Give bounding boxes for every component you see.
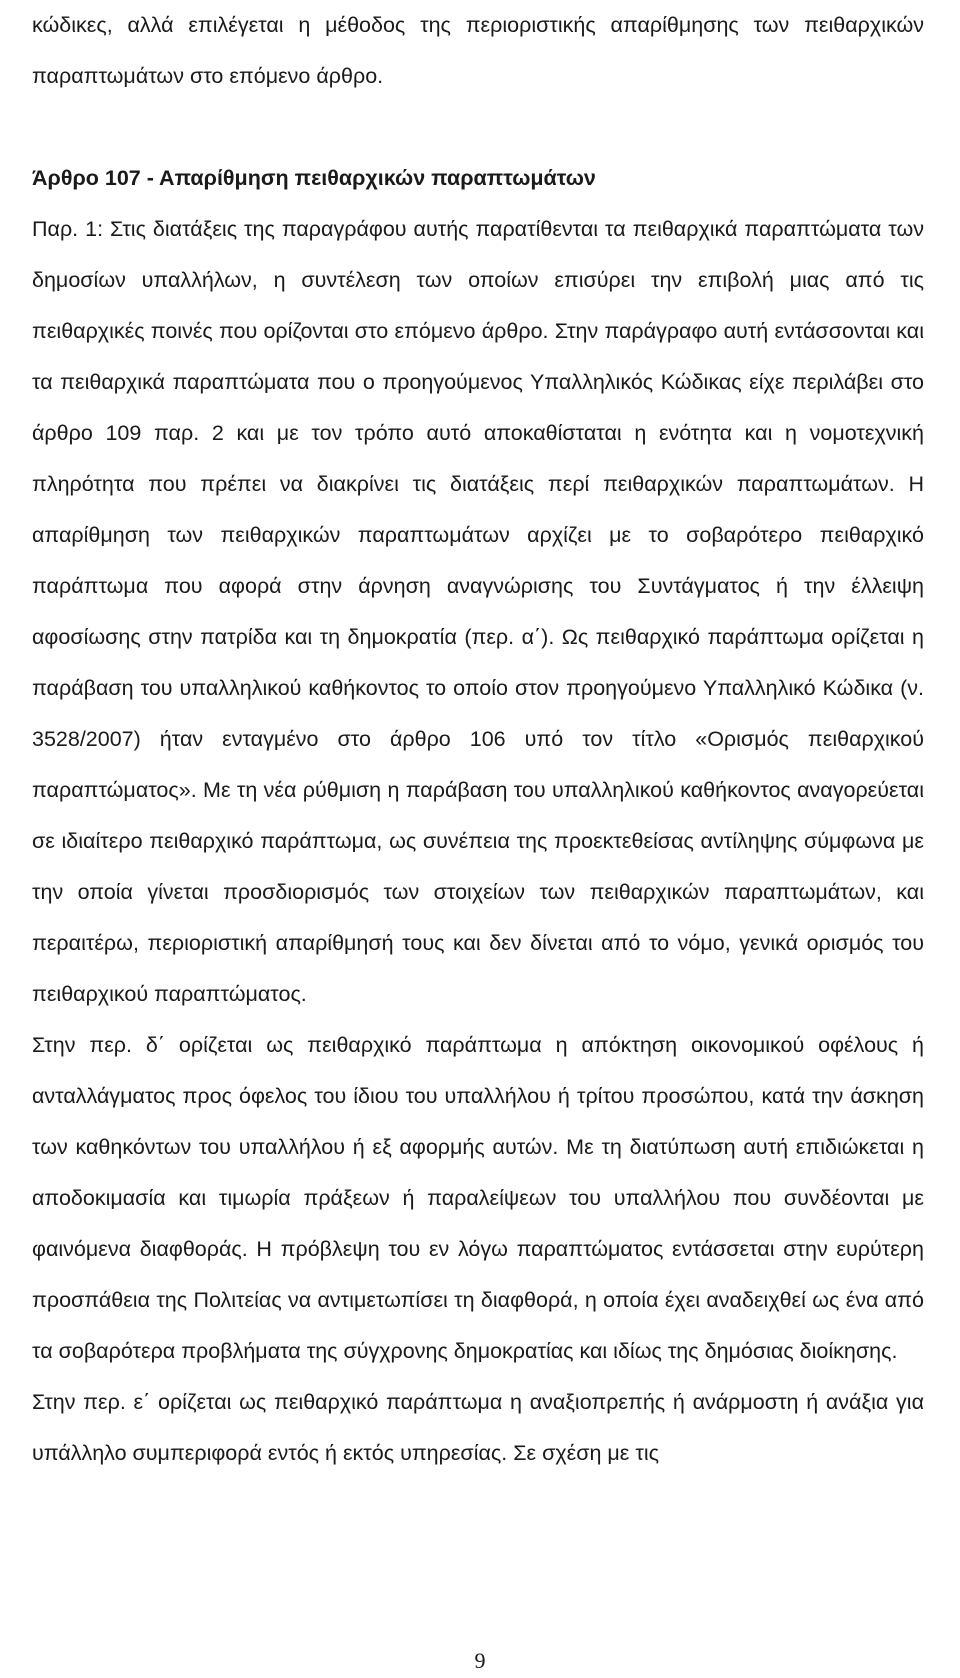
paragraph-2: Στην περ. δ΄ ορίζεται ως πειθαρχικό παράπτωμα η απόκτηση οικονομικού οφέλους ή ανταλλάγματος προς όφελος του ίδιου του υπαλλήλου ή τρίτου προσώπου, κατά την άσκηση των καθηκόντων του υπαλλήλου ή εξ αφορμής αυτών. Με τη διατύπωση αυτή επιδιώκεται η αποδοκιμασία και τιμωρία πράξεων ή παραλείψεων του υπαλλήλου που συνδέονται με φαινόμενα διαφθοράς. Η πρόβλεψη του εν λόγω παραπτώματος εντάσσεται στην ευρύτερη προσπάθεια της Πολιτείας να αντιμετωπίσει τη διαφθορά, η οποία έχει αναδειχθεί ως ένα από τα σοβαρότερα προβλήματα της σύγχρονης δημοκρατίας και ιδίως της δημόσιας διοίκησης. bbox=[32, 1033, 924, 1363]
article-heading: Άρθρο 107 - Απαρίθμηση πειθαρχικών παραπτωμάτων bbox=[32, 166, 596, 190]
intro-paragraph: κώδικες, αλλά επιλέγεται η μέθοδος της περιοριστικής απαρίθμησης των πειθαρχικών παραπτωμάτων στο επόμενο άρθρο. bbox=[32, 13, 924, 88]
paragraph-spacer bbox=[32, 102, 924, 153]
document-body bbox=[32, 0, 924, 1479]
page-number: 9 bbox=[474, 1648, 486, 1673]
paragraph-1: Παρ. 1: Στις διατάξεις της παραγράφου αυτής παρατίθενται τα πειθαρχικά παραπτώματα των δημοσίων υπαλλήλων, η συντέλεση των οποίων επισύρει την επιβολή μιας από τις πειθαρχικές ποινές που ορίζονται στο επόμενο άρθρο. Στην παράγραφο αυτή εντάσσονται και τα πειθαρχικά παραπτώματα που ο προηγούμενος Υπαλληλικός Κώδικας είχε περιλάβει στο άρθρο 109 παρ. 2 και με τον τρόπο αυτό αποκαθίσταται η ενότητα και η νομοτεχνική πληρότητα που πρέπει να διακρίνει τις διατάξεις περί πειθαρχικών παραπτωμάτων. Η απαρίθμηση των πειθαρχικών παραπτωμάτων αρχίζει με το σοβαρότερο πειθαρχικό παράπτωμα που αφορά στην άρνηση αναγνώρισης του Συντάγματος ή την έλλειψη αφοσίωσης στην πατρίδα και τη δημοκρατία (περ. α΄). Ως πειθαρχικό παράπτωμα ορίζεται η παράβαση του υπαλληλικού καθήκοντος το οποίο στον προηγούμενο Υπαλληλικό Κώδικα (ν. 3528/2007) ήταν ενταγμένο στο άρθρο 106 υπό τον τίτλο «Ορισμός πειθαρχικού παραπτώματος». Με τη νέα ρύθμιση η παράβαση του υπαλληλικού καθήκοντος αναγορεύεται σε ιδιαίτερο πειθαρχικό παράπτωμα, ως συνέπεια της προεκτεθείσας αντίληψης σύμφωνα με την οποία γίνεται προσδιορισμός των στοιχείων των πειθαρχικών παραπτωμάτων, και περαιτέρω, περιοριστική απαρίθμησή τους και δεν δίνεται από το νόμο, γενικά ορισμός του πειθαρχικού παραπτώματος. bbox=[32, 217, 924, 1006]
paragraph-3: Στην περ. ε΄ ορίζεται ως πειθαρχικό παράπτωμα η αναξιοπρεπής ή ανάρμοστη ή ανάξια για υπάλληλο συμπεριφορά εντός ή εκτός υπηρεσίας. Σε σχέση με τις bbox=[32, 1390, 924, 1465]
